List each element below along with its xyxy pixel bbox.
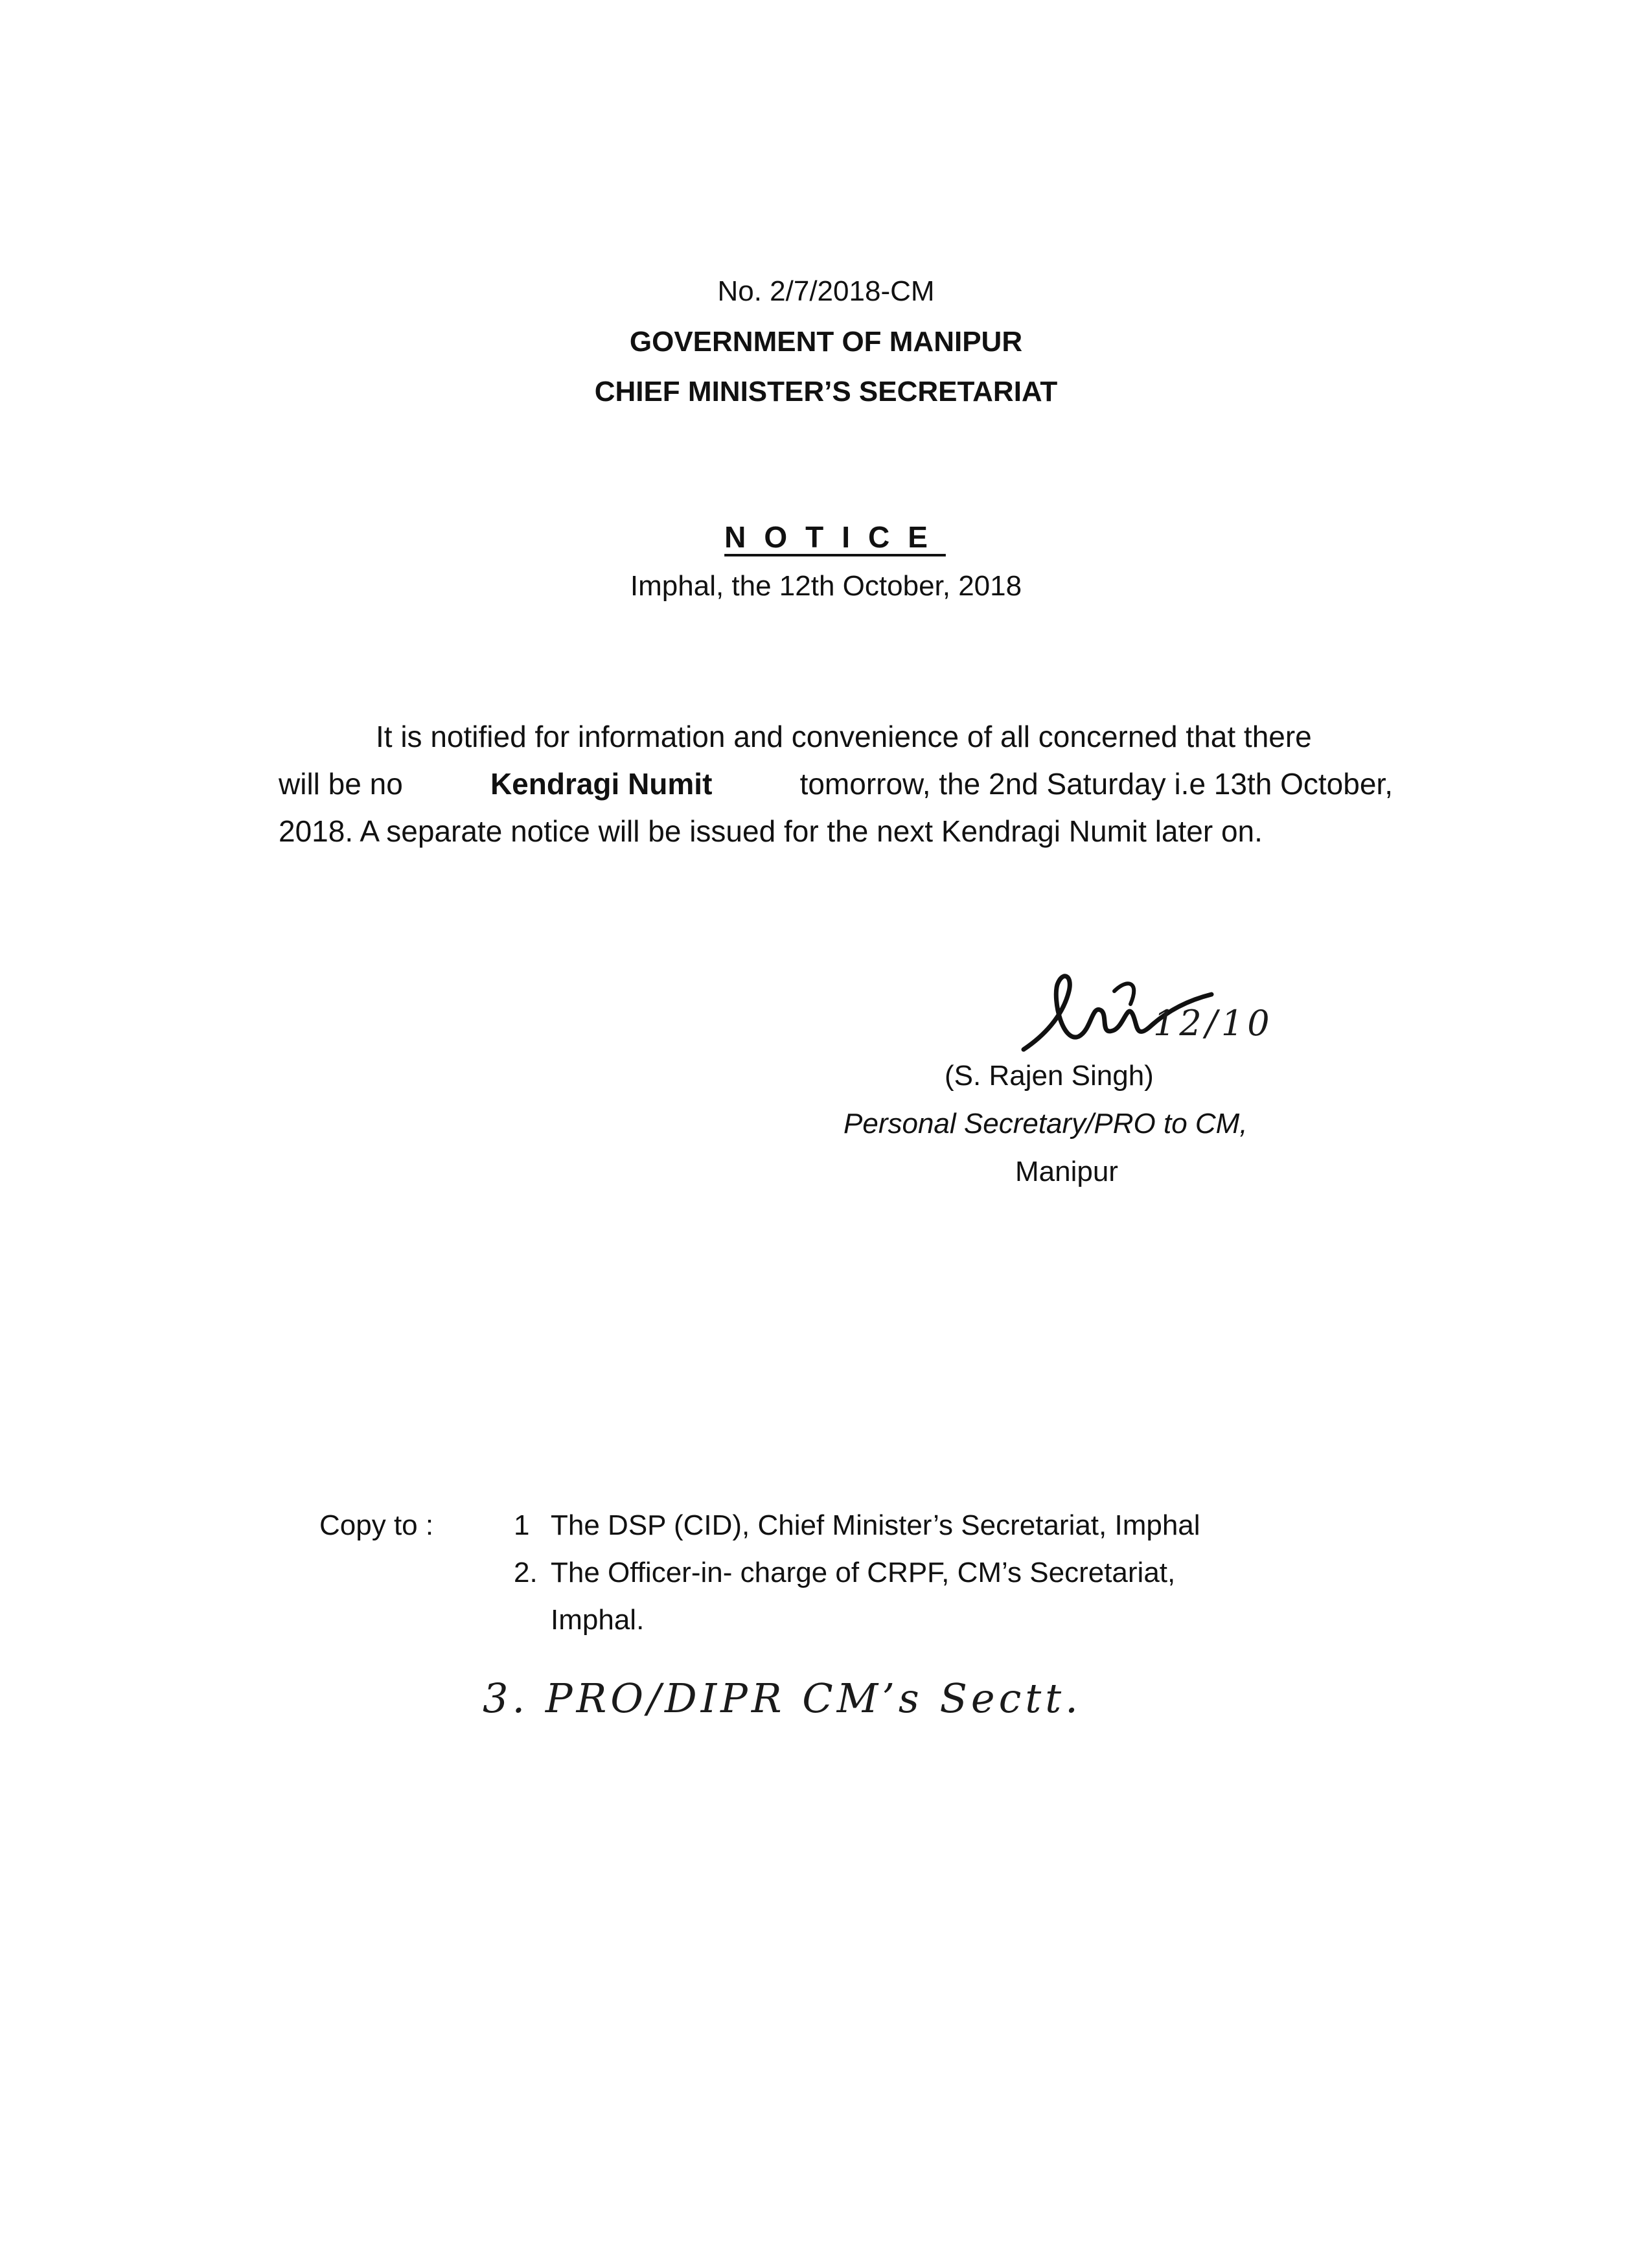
- notice-heading: NOTICE: [724, 520, 946, 554]
- copy-item-2-text: The Officer-in- charge of CRPF, CM’s Secretariat,: [551, 1557, 1176, 1588]
- notice-heading-wrapper: [0, 520, 1652, 555]
- body-line-3: 2018. A separate notice will be issued for the next Kendragi Numit later on.: [279, 814, 1263, 848]
- copy-item-2-number: 2.: [514, 1557, 538, 1588]
- signature-date: 12/10: [1153, 1003, 1274, 1044]
- copy-to-label: Copy to :: [319, 1509, 434, 1541]
- kendragi-numit-bold: Kendragi Numit: [490, 767, 713, 801]
- notice-place-date: Imphal, the 12th October, 2018: [630, 570, 1022, 602]
- office-title: CHIEF MINISTER’S SECRETARIAT: [594, 376, 1058, 407]
- copy-item-1-text: The DSP (CID), Chief Minister’s Secretariat, Imphal: [551, 1509, 1200, 1541]
- government-title: GOVERNMENT OF MANIPUR: [629, 326, 1023, 358]
- signatory-place: Manipur: [1015, 1156, 1118, 1187]
- body-line-2-end: tomorrow, the 2nd Saturday i.e 13th October,: [799, 767, 1393, 801]
- body-line-2-start: will be no: [279, 767, 403, 801]
- copy-item-2-continuation: Imphal.: [551, 1604, 645, 1636]
- signatory-name: (S. Rajen Singh): [945, 1060, 1154, 1092]
- copy-item-3-handwritten: 3. PRO/DIPR CM’s Sectt.: [483, 1675, 1082, 1722]
- copy-item-1-number: 1: [514, 1509, 530, 1541]
- body-line-2: [279, 766, 1393, 801]
- file-number: No. 2/7/2018-CM: [717, 275, 935, 307]
- body-line-1: It is notified for information and convenience of all concerned that there: [376, 720, 1312, 753]
- signatory-designation: Personal Secretary/PRO to CM,: [843, 1108, 1248, 1140]
